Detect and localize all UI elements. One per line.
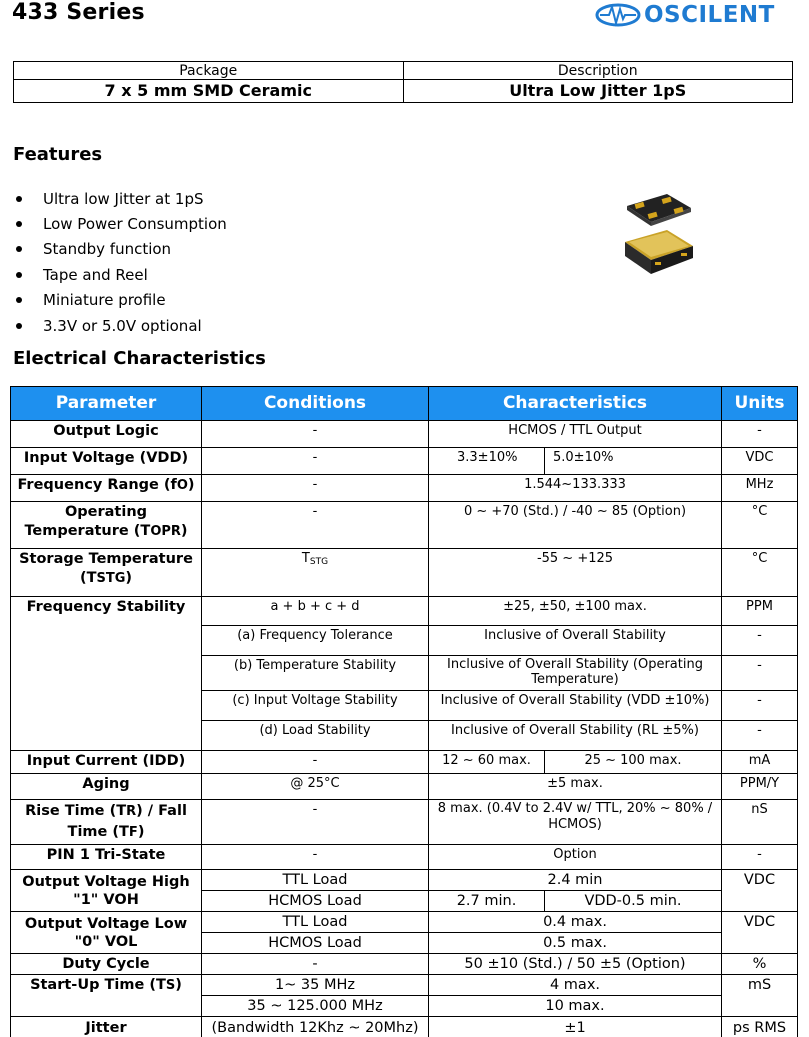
description-value: Ultra Low Jitter 1pS	[403, 80, 793, 103]
logo-text: OSCILENT	[644, 2, 775, 28]
table-row: (a) Frequency Tolerance Inclusive of Overall Stability -	[11, 626, 798, 656]
table-row: Aging @ 25°C ±5 max. PPM/Y	[11, 774, 798, 800]
page-title: 433 Series	[12, 0, 145, 25]
bullet-icon	[16, 196, 22, 202]
bullet-icon	[16, 272, 22, 278]
list-item: Tape and Reel	[16, 262, 227, 287]
table-row: (b) Temperature Stability Inclusive of Overall Stability (Operating Temperature) -	[11, 656, 798, 691]
electrical-heading: Electrical Characteristics	[13, 348, 266, 369]
table-row: Output Logic - HCMOS / TTL Output -	[11, 421, 798, 448]
description-label: Description	[403, 62, 793, 80]
oscilent-logo-mark-icon	[594, 2, 642, 28]
table-row: Start-Up Time (TS) 1~ 35 MHz 4 max. mS	[11, 975, 798, 996]
table-row: HCMOS Load 2.7 min. VDD-0.5 min.	[11, 891, 798, 912]
table-row: Jitter (Bandwidth 12Khz ~ 20Mhz) ±1 ps RMS	[11, 1017, 798, 1037]
table-row: PIN 1 Tri-State - Option -	[11, 845, 798, 870]
table-row: (c) Input Voltage Stability Inclusive of Overall Stability (VDD ±10%) -	[11, 691, 798, 721]
list-item: Standby function	[16, 237, 227, 262]
table-row: 35 ~ 125.000 MHz 10 max.	[11, 996, 798, 1017]
table-row: Frequency Range (fO) - 1.544~133.333 MHz	[11, 475, 798, 502]
table-row: Storage Temperature (TSTG) $T_{STG}$ -55 ~ +125 °C	[11, 549, 798, 597]
table-row: Operating Temperature (TOPR) - 0 ~ +70 (Std.) / -40 ~ 85 (Option) °C	[11, 502, 798, 549]
bullet-icon	[16, 246, 22, 252]
column-header: Conditions	[202, 387, 429, 421]
table-row: (d) Load Stability Inclusive of Overall Stability (RL ±5%) -	[11, 721, 798, 751]
electrical-characteristics-table	[10, 386, 798, 1037]
package-table	[13, 61, 793, 103]
table-row: Output Voltage High "1" VOH TTL Load 2.4 min VDC	[11, 870, 798, 891]
list-item: Low Power Consumption	[16, 211, 227, 236]
table-row: Output Voltage Low "0" VOL TTL Load 0.4 max. VDC	[11, 912, 798, 933]
oscillator-chip-image	[613, 194, 695, 278]
oscilent-logo	[594, 2, 775, 28]
table-row: Rise Time (TR) / Fall Time (TF) - 8 max. (0.4V to 2.4V w/ TTL, 20% ~ 80% / HCMOS) nS	[11, 800, 798, 845]
table-row: Input Voltage (VDD) - 3.3±10% 5.0±10% VDC	[11, 448, 798, 475]
list-item: Miniature profile	[16, 288, 227, 313]
table-row: Frequency Stability a + b + c + d ±25, ±50, ±100 max. PPM	[11, 597, 798, 626]
list-item: Ultra low Jitter at 1pS	[16, 186, 227, 211]
package-label: Package	[14, 62, 404, 80]
table-row: Duty Cycle - 50 ±10 (Std.) / 50 ±5 (Option) %	[11, 954, 798, 975]
bullet-icon	[16, 297, 22, 303]
list-item: 3.3V or 5.0V optional	[16, 313, 227, 338]
features-heading: Features	[13, 144, 103, 165]
bullet-icon	[16, 323, 22, 329]
column-header: Characteristics	[429, 387, 722, 421]
column-header: Units	[722, 387, 798, 421]
bullet-icon	[16, 221, 22, 227]
table-row: Input Current (IDD) - 12 ~ 60 max. 25 ~ 100 max. mA	[11, 751, 798, 774]
table-header-row	[11, 387, 798, 421]
package-value: 7 x 5 mm SMD Ceramic	[14, 80, 404, 103]
column-header: Parameter	[11, 387, 202, 421]
table-row: HCMOS Load 0.5 max.	[11, 933, 798, 954]
features-list	[16, 186, 227, 338]
